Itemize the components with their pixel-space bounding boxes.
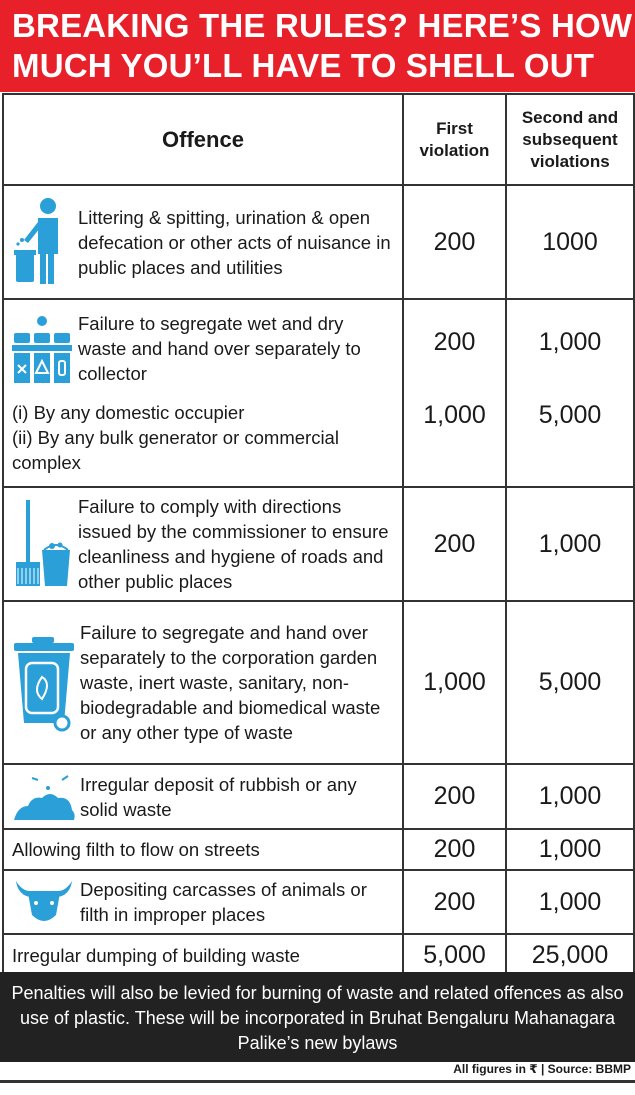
second-violation-fine: 1,000 — [506, 487, 634, 601]
table-row — [3, 829, 634, 870]
second-violation-fine: 1,000 — [506, 829, 634, 870]
first-violation-fine: 200 — [403, 764, 506, 829]
broom-bucket-icon — [12, 498, 74, 590]
footer-note: Penalties will also be levied for burning of waste and related offences as also use of plastic. These will be incorporated in Bruhat Bengaluru Mahanagara Palike’s new bylaws — [0, 972, 635, 1062]
table-row — [3, 487, 634, 601]
bull-head-icon — [12, 877, 76, 927]
second-violation-fine-sub: 5,000 — [538, 401, 602, 429]
header-first-violation: First violation — [403, 94, 506, 185]
first-violation-fine: 200 — [433, 328, 476, 356]
first-violation-fine: 200 — [403, 185, 506, 299]
first-violation-fine: 200 — [403, 829, 506, 870]
second-violation-fine: 1,000 — [506, 764, 634, 829]
header-offence: Offence — [3, 94, 403, 185]
headline-line-1: BREAKING THE RULES? HERE’S HOW — [12, 7, 633, 44]
table-header-row — [3, 94, 634, 185]
first-violation-fine-sub: 1,000 — [423, 401, 486, 429]
offence-text: Failure to segregate and hand over separately to the corporation garden waste, inert waste, sanitary, non-biodegradable and biomedical waste or any other type of waste — [80, 622, 381, 743]
offence-text: Irregular deposit of rubbish or any solid waste — [80, 773, 357, 820]
header-second-violation: Second and subsequent violations — [506, 94, 634, 185]
table-row — [3, 870, 634, 934]
offence-text: Littering & spitting, urination & open defecation or other acts of nuisance in public places and utilities — [78, 206, 391, 278]
headline-line-2: MUCH YOU’LL HAVE TO SHELL OUT — [12, 47, 595, 84]
second-violation-fine: 1,000 — [506, 870, 634, 934]
first-violation-fine: 200 — [403, 870, 506, 934]
first-violation-fine: 5,000 — [403, 934, 506, 976]
second-violation-fine: 1000 — [506, 185, 634, 299]
second-violation-fine: 25,000 — [506, 934, 634, 976]
first-violation-fine: 200 — [403, 487, 506, 601]
first-violation-fine: 1,000 — [403, 601, 506, 764]
table-row — [3, 934, 634, 976]
table-row — [3, 601, 634, 764]
second-violation-fine: 5,000 — [506, 601, 634, 764]
table-row — [3, 764, 634, 829]
offence-text: Failure to segregate wet and dry waste and hand over separately to collector — [78, 313, 361, 384]
offence-text: Allowing filth to flow on streets — [3, 829, 403, 870]
garden-waste-bin-icon — [12, 633, 76, 733]
second-violation-fine: 1,000 — [538, 328, 602, 356]
headline-banner — [0, 0, 635, 92]
sub-offence-list — [12, 400, 394, 475]
offence-text: Depositing carcasses of animals or filth in improper places — [80, 879, 367, 925]
sub-offence-bulk: (ii) By any bulk generator or commercial complex — [12, 427, 339, 473]
table-row — [3, 185, 634, 299]
rubbish-pile-icon — [12, 772, 76, 822]
source-credit: All figures in ₹ | Source: BBMP — [453, 1062, 631, 1076]
offence-text: Failure to comply with directions issued by the commissioner to ensure cleanliness and hygiene of roads and other public places — [78, 496, 389, 592]
offence-text: Irregular dumping of building waste — [3, 934, 403, 976]
person-littering-icon — [12, 196, 74, 288]
penalty-table — [2, 93, 635, 977]
segregation-bins-icon — [12, 313, 74, 385]
table-row — [3, 299, 634, 487]
sub-offence-domestic: (i) By any domestic occupier — [12, 402, 245, 423]
bottom-divider — [0, 1080, 635, 1083]
